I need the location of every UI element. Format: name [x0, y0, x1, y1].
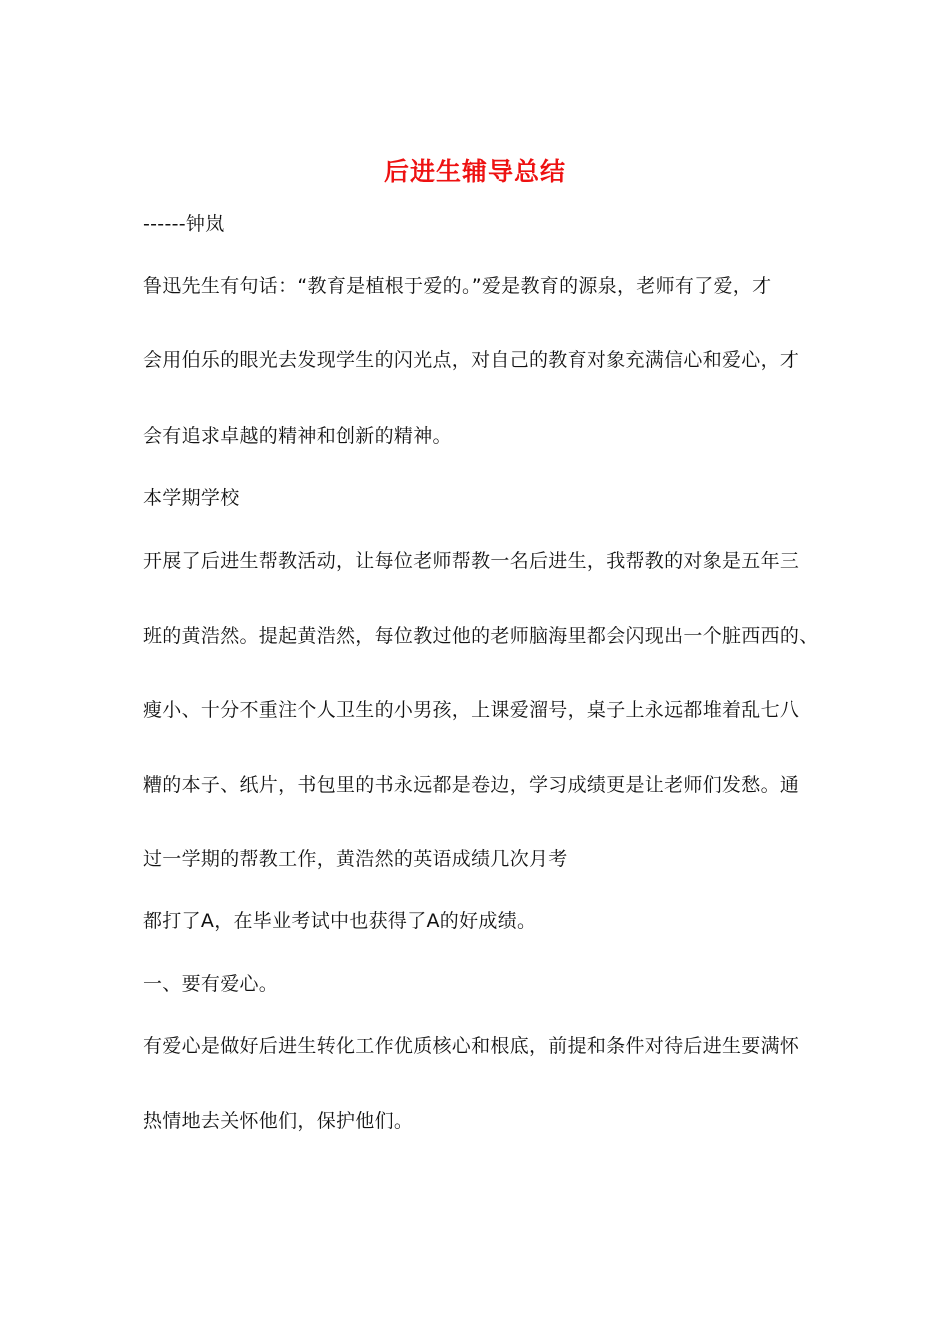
paragraph-line: 热情地去关怀他们，保护他们。 [143, 1110, 414, 1132]
paragraph-line: 糟的本子、纸片，书包里的书永远都是卷边，学习成绩更是让老师们发愁。通 [143, 774, 800, 796]
paragraph-line: 班的黄浩然。提起黄浩然，每位教过他的老师脑海里都会闪现出一个脏西西的、 [143, 625, 819, 647]
paragraph-line: 过一学期的帮教工作，黄浩然的英语成绩几次月考 [143, 848, 568, 870]
paragraph-line: 本学期学校 [143, 487, 240, 509]
section-heading: 一、要有爱心。 [143, 973, 279, 995]
author-line: ------钟岚 [143, 213, 225, 235]
paragraph-line: 开展了后进生帮教活动，让每位老师帮教一名后进生，我帮教的对象是五年三 [143, 550, 800, 572]
paragraph-line: 鲁迅先生有句话：“教育是植根于爱的。”爱是教育的源泉，老师有了爱，才 [143, 275, 772, 297]
paragraph-line: 会用伯乐的眼光去发现学生的闪光点，对自己的教育对象充满信心和爱心，才 [143, 349, 800, 371]
paragraph-line: 瘦小、十分不重注个人卫生的小男孩，上课爱溜号，桌子上永远都堆着乱七八 [143, 699, 800, 721]
paragraph-line: 都打了A，在毕业考试中也获得了A的好成绩。 [143, 910, 537, 932]
document-title: 后进生辅导总结 [383, 157, 566, 186]
paragraph-line: 有爱心是做好后进生转化工作优质核心和根底，前提和条件对待后进生要满怀 [143, 1035, 800, 1057]
paragraph-line: 会有追求卓越的精神和创新的精神。 [143, 425, 452, 447]
